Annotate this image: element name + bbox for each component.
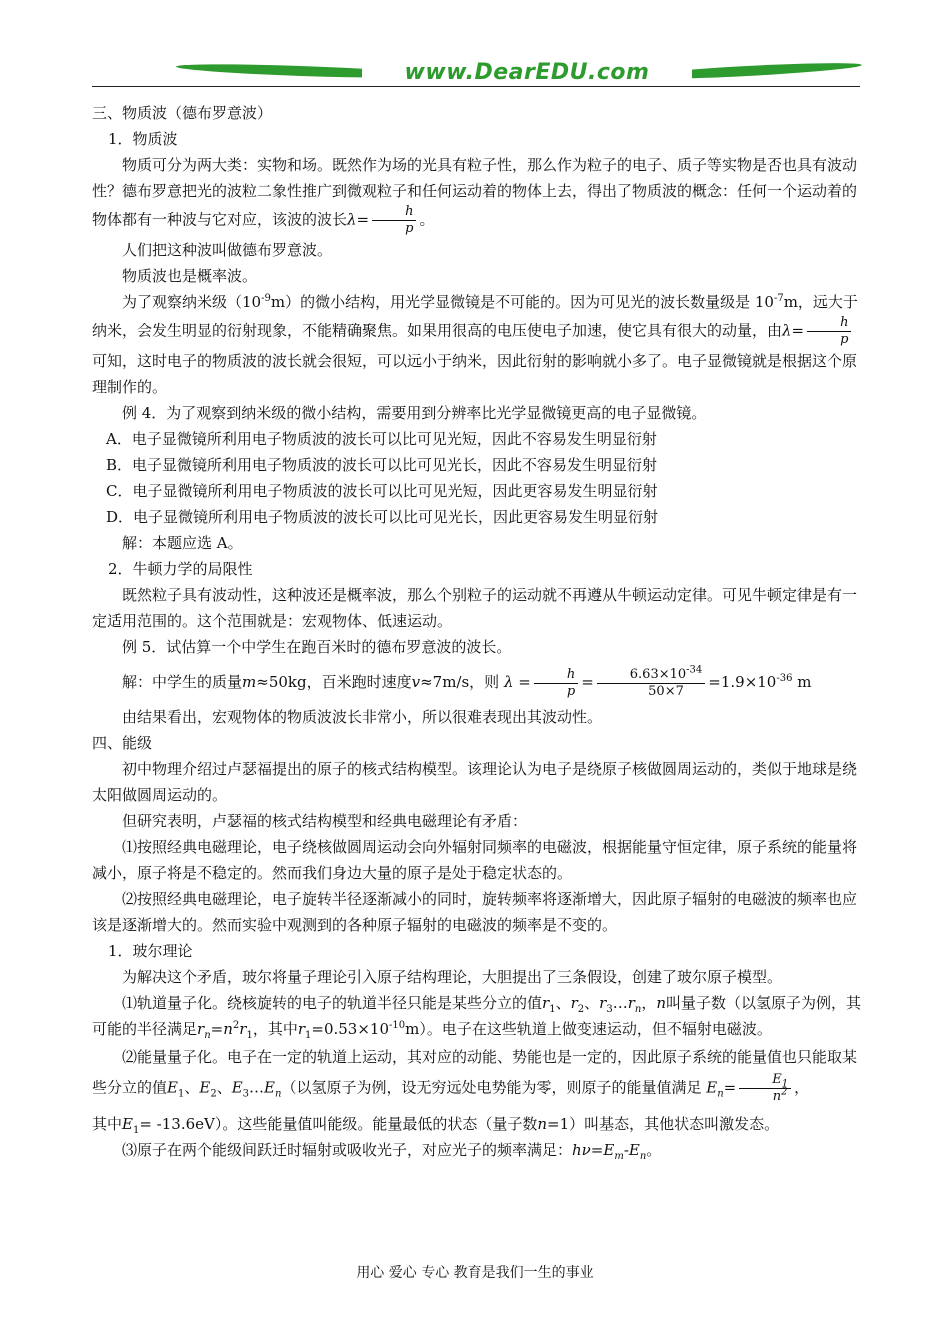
fraction-numeric: $\frac{6.63\times 10^{-34}}{50\times 7}$ [597,667,706,700]
section-3-para-6: 由结果看出，宏观物体的物质波波长非常小，所以很难表现出其波动性。 [122,708,603,726]
section-3-sub-2: 2．牛顿力学的局限性 [108,560,253,578]
section-4-para-3: ⑴按照经典电磁理论，电子绕核做圆周运动会向外辐射同频率的电磁波，根据能量守恒定律，原子系统的能量将减小，原子将是不稳定的。然而我们身边大量的原子是处于稳定状态的。 [92,838,858,882]
section-4-para-5: 为解决这个矛盾，玻尔将量子理论引入原子结构理论，大胆提出了三条假设，创建了玻尔原子模型。 [122,968,783,986]
page-footer: 用心 爱心 专心 教育是我们一生的事业 [356,1265,594,1281]
fraction-h-over-p-3: $\frac{h}{p}$ [534,667,578,700]
fraction-energy-level: $\frac{E_1}{n^2}$ [739,1072,791,1105]
section-4-para-8: 其中$E_1= -13.6eV$）。这些能量值叫能级。能量最低的状态（量子数n=1）叫基态，其他状态叫激发态。 [92,1115,780,1136]
section-4-para-9: ⑶原子在两个能级间跃迁时辐射或吸收光子，对应光子的频率满足：$h\nu=E_m-E_n$。 [122,1141,662,1162]
section-4-para-7: ⑵能量量子化。电子在一定的轨道上运动，其对应的动能、势能也是一定的，因此原子系统的能量值也只能取某些分立的值$E_1$、$E_2$、$E_3\dots E_n$（以氢原子为例，设无穷远处电势能为零，则原子的能量值满足 $E_n=$ $\frac{E_1}{n^2}$ ， [92,1048,858,1104]
solution-5: 解：中学生的质量m≈50kg，百米跑时速度v≈7m/s，则 λ = $\frac{h}{p}$ = $\frac{6.63\times 10^{-34}}{50\times 7}$ $=1.9\times 10^{-36}$ m [122,664,812,699]
section-4-sub-1: 1．玻尔理论 [108,942,193,960]
section-4-para-1: 初中物理介绍过卢瑟福提出的原子的核式结构模型。该理论认为电子是绕原子核做圆周运动的，类似于地球是绕太阳做圆周运动的。 [92,760,858,804]
document-body [92,100,862,1163]
section-4-title: 四、能级 [92,734,153,752]
option-a: A．电子显微镜所利用电子物质波的波长可以比可见光短，因此不容易发生明显衍射 [106,430,657,448]
header-rule [92,86,860,87]
site-logo: www.DearEDU.com [362,60,692,85]
page-header [92,58,860,94]
section-3-para-2: 人们把这种波叫做德布罗意波。 [122,241,333,259]
option-d: D．电子显微镜所利用电子物质波的波长可以比可见光长，因此更容易发生明显衍射 [106,508,659,526]
fraction-h-over-p: $\frac{h}{p}$ [372,204,416,237]
section-3-para-4: 为了观察纳米级$(10^{-9}m)$的微小结构，用光学显微镜是不可能的。因为可见光的波长数量级是 $10^{-7}m$，远大于纳米，会发生明显的衍射现象，不能精确聚焦。如果用很高的电压使电子加速，使它具有很大的动量，由λ= $\frac{h}{p}$ 可知，这时电子的物质波的波长就会很短，可以远小于纳米，因此衍射的影响就小多了。电子显微镜就是根据这个原理制作的。 [92,293,858,396]
section-3-para-1: 物质可分为两大类：实物和场。既然作为场的光具有粒子性，那么作为粒子的电子、质子等实物是否也具有波动性？德布罗意把光的波粒二象性推广到微观粒子和任何运动着的物体上去，得出了物质波的概念：任何一个运动着的物体都有一种波与它对应，该波的波长λ= $\frac{h}{p}$ 。 [92,156,858,236]
section-3-para-3: 物质波也是概率波。 [122,267,258,285]
section-4-para-2: 但研究表明，卢瑟福的核式结构模型和经典电磁理论有矛盾： [122,812,528,830]
example-5: 例 5．试估算一个中学生在跑百米时的德布罗意波的波长。 [122,638,512,656]
option-c: C．电子显微镜所利用电子物质波的波长可以比可见光短，因此更容易发生明显衍射 [106,482,658,500]
section-3-para-5: 既然粒子具有波动性，这种波还是概率波，那么个别粒子的运动就不再遵从牛顿运动定律。可见牛顿定律是有一定适用范围的。这个范围就是：宏观物体、低速运动。 [92,586,858,630]
section-4-para-6: ⑴轨道量子化。绕核旋转的电子的轨道半径只能是某些分立的值$r_1$、$r_2$、$r_3\dots r_n$，n叫量子数（以氢原子为例，其可能的半径满足$r_n=n^2r_1$，其中$r_1=0.53\times 10^{-10}m$）。电子在这些轨道上做变速运动，但不辐射电磁波。 [92,994,862,1041]
section-3-sub-1: 1．物质波 [108,130,178,148]
section-4-para-4: ⑵按照经典电磁理论，电子旋转半径逐渐减小的同时，旋转频率将逐渐增大，因此原子辐射的电磁波的频率也应该是逐渐增大的。然而实验中观测到的各种原子辐射的电磁波的频率是不变的。 [92,890,858,934]
solution-4: 解：本题应选 A。 [122,534,243,552]
section-3-title: 三、物质波（德布罗意波） [92,104,273,122]
example-4: 例 4．为了观察到纳米级的微小结构，需要用到分辨率比光学显微镜更高的电子显微镜。 [122,404,707,422]
option-b: B．电子显微镜所利用电子物质波的波长可以比可见光长，因此不容易发生明显衍射 [106,456,658,474]
fraction-h-over-p-2: $\frac{h}{p}$ [807,315,851,348]
